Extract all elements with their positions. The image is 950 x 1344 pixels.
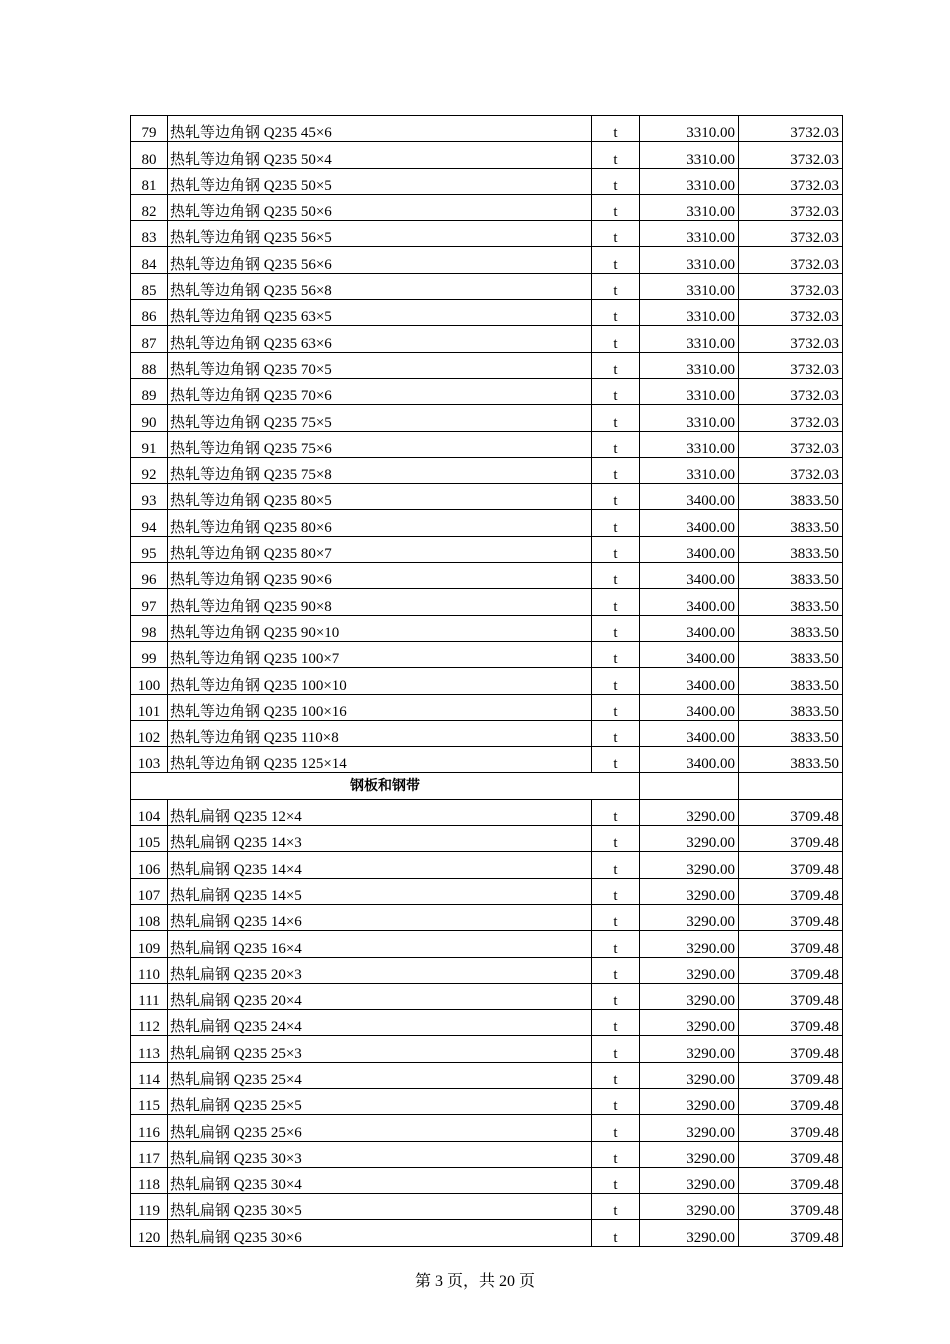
item-name-cell: 热轧等边角钢 Q235 90×10 (168, 615, 592, 641)
row-number-cell: 118 (131, 1167, 168, 1193)
item-name-cell: 热轧扁钢 Q235 25×4 (168, 1062, 592, 1088)
price-cell: 3290.00 (640, 1062, 739, 1088)
unit-cell: t (592, 1220, 640, 1246)
table-row (131, 484, 843, 510)
row-number-cell: 111 (131, 983, 168, 1009)
table-row (131, 641, 843, 667)
section-title: 钢板和钢带 (131, 773, 640, 799)
table-row (131, 589, 843, 615)
price-cell: 3290.00 (640, 878, 739, 904)
row-number-cell: 88 (131, 352, 168, 378)
price-cell: 3290.00 (640, 1036, 739, 1062)
table-row (131, 983, 843, 1009)
tax-price-cell: 3732.03 (739, 352, 843, 378)
table-row (131, 904, 843, 930)
row-number-cell: 106 (131, 852, 168, 878)
tax-price-cell: 3833.50 (739, 510, 843, 536)
price-cell: 3310.00 (640, 405, 739, 431)
table-row (131, 326, 843, 352)
tax-price-cell: 3709.48 (739, 1088, 843, 1114)
price-cell: 3290.00 (640, 799, 739, 825)
item-name-cell: 热轧等边角钢 Q235 80×5 (168, 484, 592, 510)
tax-price-cell: 3833.50 (739, 589, 843, 615)
row-number-cell: 90 (131, 405, 168, 431)
unit-cell: t (592, 457, 640, 483)
item-name-cell: 热轧等边角钢 Q235 70×5 (168, 352, 592, 378)
unit-cell: t (592, 720, 640, 746)
unit-cell: t (592, 431, 640, 457)
row-number-cell: 85 (131, 273, 168, 299)
item-name-cell: 热轧等边角钢 Q235 56×8 (168, 273, 592, 299)
table-row (131, 1194, 843, 1220)
row-number-cell: 93 (131, 484, 168, 510)
row-number-cell: 101 (131, 694, 168, 720)
item-name-cell: 热轧等边角钢 Q235 56×5 (168, 221, 592, 247)
unit-cell: t (592, 273, 640, 299)
price-cell: 3400.00 (640, 747, 739, 773)
table-row (131, 352, 843, 378)
price-cell: 3290.00 (640, 1167, 739, 1193)
table-row (131, 405, 843, 431)
table-row (131, 563, 843, 589)
price-cell: 3310.00 (640, 247, 739, 273)
unit-cell: t (592, 641, 640, 667)
table-row (131, 931, 843, 957)
unit-cell: t (592, 536, 640, 562)
table-row (131, 1220, 843, 1246)
table-row (131, 168, 843, 194)
item-name-cell: 热轧扁钢 Q235 14×6 (168, 904, 592, 930)
tax-price-cell: 3732.03 (739, 142, 843, 168)
item-name-cell: 热轧等边角钢 Q235 75×5 (168, 405, 592, 431)
price-cell: 3400.00 (640, 694, 739, 720)
tax-price-cell: 3833.50 (739, 747, 843, 773)
table-row (131, 194, 843, 220)
tax-price-cell: 3732.03 (739, 431, 843, 457)
table-row (131, 957, 843, 983)
item-name-cell: 热轧扁钢 Q235 16×4 (168, 931, 592, 957)
price-cell: 3290.00 (640, 1220, 739, 1246)
tax-price-cell: 3732.03 (739, 116, 843, 142)
unit-cell: t (592, 747, 640, 773)
tax-price-cell: 3709.48 (739, 1194, 843, 1220)
row-number-cell: 83 (131, 221, 168, 247)
empty-cell (739, 773, 843, 799)
unit-cell: t (592, 826, 640, 852)
tax-price-cell: 3732.03 (739, 405, 843, 431)
item-name-cell: 热轧等边角钢 Q235 50×6 (168, 194, 592, 220)
table-row (131, 1036, 843, 1062)
item-name-cell: 热轧扁钢 Q235 20×4 (168, 983, 592, 1009)
row-number-cell: 99 (131, 641, 168, 667)
row-number-cell: 120 (131, 1220, 168, 1246)
price-cell: 3290.00 (640, 931, 739, 957)
unit-cell: t (592, 878, 640, 904)
table-row (131, 1062, 843, 1088)
unit-cell: t (592, 142, 640, 168)
price-cell: 3400.00 (640, 536, 739, 562)
table-row (131, 431, 843, 457)
item-name-cell: 热轧扁钢 Q235 25×6 (168, 1115, 592, 1141)
row-number-cell: 107 (131, 878, 168, 904)
table-row (131, 300, 843, 326)
table-row (131, 536, 843, 562)
row-number-cell: 102 (131, 720, 168, 746)
table-row (131, 747, 843, 773)
row-number-cell: 110 (131, 957, 168, 983)
row-number-cell: 116 (131, 1115, 168, 1141)
unit-cell: t (592, 484, 640, 510)
row-number-cell: 115 (131, 1088, 168, 1114)
price-cell: 3310.00 (640, 116, 739, 142)
row-number-cell: 95 (131, 536, 168, 562)
tax-price-cell: 3833.50 (739, 641, 843, 667)
price-cell: 3400.00 (640, 668, 739, 694)
tax-price-cell: 3732.03 (739, 300, 843, 326)
row-number-cell: 117 (131, 1141, 168, 1167)
tax-price-cell: 3833.50 (739, 720, 843, 746)
table-row (131, 799, 843, 825)
tax-price-cell: 3709.48 (739, 904, 843, 930)
unit-cell: t (592, 1062, 640, 1088)
unit-cell: t (592, 221, 640, 247)
item-name-cell: 热轧扁钢 Q235 12×4 (168, 799, 592, 825)
row-number-cell: 80 (131, 142, 168, 168)
price-cell: 3310.00 (640, 142, 739, 168)
unit-cell: t (592, 168, 640, 194)
item-name-cell: 热轧等边角钢 Q235 50×4 (168, 142, 592, 168)
table-row (131, 826, 843, 852)
item-name-cell: 热轧等边角钢 Q235 75×6 (168, 431, 592, 457)
unit-cell: t (592, 352, 640, 378)
row-number-cell: 108 (131, 904, 168, 930)
row-number-cell: 109 (131, 931, 168, 957)
row-number-cell: 105 (131, 826, 168, 852)
price-cell: 3400.00 (640, 615, 739, 641)
price-cell: 3400.00 (640, 563, 739, 589)
unit-cell: t (592, 1141, 640, 1167)
table-row (131, 510, 843, 536)
table-row (131, 878, 843, 904)
price-cell: 3290.00 (640, 1141, 739, 1167)
item-name-cell: 热轧等边角钢 Q235 63×5 (168, 300, 592, 326)
item-name-cell: 热轧扁钢 Q235 30×3 (168, 1141, 592, 1167)
tax-price-cell: 3833.50 (739, 484, 843, 510)
unit-cell: t (592, 1010, 640, 1036)
tax-price-cell: 3732.03 (739, 247, 843, 273)
page-footer: 第 3 页，共 20 页 (414, 1273, 535, 1290)
row-number-cell: 79 (131, 116, 168, 142)
tax-price-cell: 3732.03 (739, 221, 843, 247)
price-cell: 3400.00 (640, 589, 739, 615)
price-cell: 3290.00 (640, 1115, 739, 1141)
item-name-cell: 热轧扁钢 Q235 14×4 (168, 852, 592, 878)
price-cell: 3400.00 (640, 484, 739, 510)
unit-cell: t (592, 1036, 640, 1062)
price-cell: 3310.00 (640, 194, 739, 220)
table-row (131, 720, 843, 746)
item-name-cell: 热轧等边角钢 Q235 80×6 (168, 510, 592, 536)
table-row (131, 852, 843, 878)
row-number-cell: 92 (131, 457, 168, 483)
row-number-cell: 97 (131, 589, 168, 615)
item-name-cell: 热轧扁钢 Q235 30×4 (168, 1167, 592, 1193)
tax-price-cell: 3709.48 (739, 852, 843, 878)
table-row (131, 378, 843, 404)
unit-cell: t (592, 904, 640, 930)
tax-price-cell: 3709.48 (739, 1036, 843, 1062)
unit-cell: t (592, 615, 640, 641)
item-name-cell: 热轧扁钢 Q235 30×5 (168, 1194, 592, 1220)
price-cell: 3290.00 (640, 904, 739, 930)
item-name-cell: 热轧等边角钢 Q235 90×8 (168, 589, 592, 615)
unit-cell: t (592, 694, 640, 720)
tax-price-cell: 3709.48 (739, 957, 843, 983)
price-cell: 3290.00 (640, 1010, 739, 1036)
table-row (131, 142, 843, 168)
row-number-cell: 100 (131, 668, 168, 694)
item-name-cell: 热轧等边角钢 Q235 75×8 (168, 457, 592, 483)
table-row (131, 221, 843, 247)
unit-cell: t (592, 1115, 640, 1141)
row-number-cell: 104 (131, 799, 168, 825)
unit-cell: t (592, 510, 640, 536)
item-name-cell: 热轧等边角钢 Q235 63×6 (168, 326, 592, 352)
table-row (131, 615, 843, 641)
tax-price-cell: 3833.50 (739, 536, 843, 562)
table-row (131, 668, 843, 694)
price-cell: 3400.00 (640, 510, 739, 536)
tax-price-cell: 3732.03 (739, 326, 843, 352)
item-name-cell: 热轧等边角钢 Q235 45×6 (168, 116, 592, 142)
row-number-cell: 82 (131, 194, 168, 220)
tax-price-cell: 3709.48 (739, 983, 843, 1009)
table-row (131, 457, 843, 483)
item-name-cell: 热轧扁钢 Q235 30×6 (168, 1220, 592, 1246)
price-cell: 3310.00 (640, 273, 739, 299)
unit-cell: t (592, 668, 640, 694)
item-name-cell: 热轧等边角钢 Q235 125×14 (168, 747, 592, 773)
table-row (131, 1088, 843, 1114)
row-number-cell: 119 (131, 1194, 168, 1220)
item-name-cell: 热轧等边角钢 Q235 100×7 (168, 641, 592, 667)
item-name-cell: 热轧扁钢 Q235 25×3 (168, 1036, 592, 1062)
item-name-cell: 热轧扁钢 Q235 24×4 (168, 1010, 592, 1036)
tax-price-cell: 3732.03 (739, 378, 843, 404)
price-cell: 3310.00 (640, 457, 739, 483)
table-row (131, 1010, 843, 1036)
tax-price-cell: 3833.50 (739, 694, 843, 720)
row-number-cell: 96 (131, 563, 168, 589)
price-cell: 3290.00 (640, 852, 739, 878)
row-number-cell: 94 (131, 510, 168, 536)
price-cell: 3310.00 (640, 168, 739, 194)
unit-cell: t (592, 983, 640, 1009)
tax-price-cell: 3709.48 (739, 1167, 843, 1193)
unit-cell: t (592, 931, 640, 957)
tax-price-cell: 3709.48 (739, 1220, 843, 1246)
price-cell: 3290.00 (640, 957, 739, 983)
tax-price-cell: 3732.03 (739, 194, 843, 220)
tax-price-cell: 3732.03 (739, 273, 843, 299)
item-name-cell: 热轧等边角钢 Q235 90×6 (168, 563, 592, 589)
unit-cell: t (592, 1167, 640, 1193)
unit-cell: t (592, 300, 640, 326)
unit-cell: t (592, 589, 640, 615)
table-row (131, 116, 843, 142)
price-cell: 3310.00 (640, 221, 739, 247)
row-number-cell: 89 (131, 378, 168, 404)
unit-cell: t (592, 378, 640, 404)
price-table-body (131, 116, 843, 1247)
row-number-cell: 86 (131, 300, 168, 326)
table-row (131, 1141, 843, 1167)
unit-cell: t (592, 957, 640, 983)
item-name-cell: 热轧等边角钢 Q235 100×16 (168, 694, 592, 720)
item-name-cell: 热轧扁钢 Q235 25×5 (168, 1088, 592, 1114)
unit-cell: t (592, 405, 640, 431)
item-name-cell: 热轧等边角钢 Q235 100×10 (168, 668, 592, 694)
price-cell: 3400.00 (640, 720, 739, 746)
item-name-cell: 热轧等边角钢 Q235 50×5 (168, 168, 592, 194)
row-number-cell: 114 (131, 1062, 168, 1088)
tax-price-cell: 3709.48 (739, 826, 843, 852)
price-cell: 3310.00 (640, 326, 739, 352)
price-cell: 3290.00 (640, 1088, 739, 1114)
unit-cell: t (592, 116, 640, 142)
empty-cell (640, 773, 739, 799)
price-cell: 3400.00 (640, 641, 739, 667)
item-name-cell: 热轧等边角钢 Q235 56×6 (168, 247, 592, 273)
tax-price-cell: 3833.50 (739, 563, 843, 589)
unit-cell: t (592, 247, 640, 273)
price-cell: 3290.00 (640, 983, 739, 1009)
unit-cell: t (592, 852, 640, 878)
tax-price-cell: 3833.50 (739, 615, 843, 641)
item-name-cell: 热轧扁钢 Q235 14×3 (168, 826, 592, 852)
table-row (131, 247, 843, 273)
tax-price-cell: 3709.48 (739, 1062, 843, 1088)
unit-cell: t (592, 1194, 640, 1220)
item-name-cell: 热轧扁钢 Q235 14×5 (168, 878, 592, 904)
unit-cell: t (592, 563, 640, 589)
unit-cell: t (592, 194, 640, 220)
unit-cell: t (592, 799, 640, 825)
price-cell: 3310.00 (640, 300, 739, 326)
price-cell: 3290.00 (640, 1194, 739, 1220)
item-name-cell: 热轧等边角钢 Q235 70×6 (168, 378, 592, 404)
tax-price-cell: 3709.48 (739, 931, 843, 957)
unit-cell: t (592, 1088, 640, 1114)
tax-price-cell: 3709.48 (739, 799, 843, 825)
price-cell: 3310.00 (640, 378, 739, 404)
row-number-cell: 91 (131, 431, 168, 457)
row-number-cell: 84 (131, 247, 168, 273)
table-row (131, 694, 843, 720)
tax-price-cell: 3709.48 (739, 1115, 843, 1141)
item-name-cell: 热轧等边角钢 Q235 110×8 (168, 720, 592, 746)
table-row (131, 1115, 843, 1141)
price-table (130, 115, 843, 1247)
unit-cell: t (592, 326, 640, 352)
item-name-cell: 热轧扁钢 Q235 20×3 (168, 957, 592, 983)
price-cell: 3310.00 (640, 352, 739, 378)
row-number-cell: 113 (131, 1036, 168, 1062)
row-number-cell: 98 (131, 615, 168, 641)
table-row (131, 273, 843, 299)
tax-price-cell: 3709.48 (739, 1010, 843, 1036)
item-name-cell: 热轧等边角钢 Q235 80×7 (168, 536, 592, 562)
tax-price-cell: 3709.48 (739, 1141, 843, 1167)
price-cell: 3290.00 (640, 826, 739, 852)
tax-price-cell: 3709.48 (739, 878, 843, 904)
row-number-cell: 87 (131, 326, 168, 352)
section-header-row (131, 773, 843, 799)
price-cell: 3310.00 (640, 431, 739, 457)
table-row (131, 1167, 843, 1193)
tax-price-cell: 3732.03 (739, 168, 843, 194)
tax-price-cell: 3732.03 (739, 457, 843, 483)
row-number-cell: 81 (131, 168, 168, 194)
tax-price-cell: 3833.50 (739, 668, 843, 694)
row-number-cell: 112 (131, 1010, 168, 1036)
row-number-cell: 103 (131, 747, 168, 773)
